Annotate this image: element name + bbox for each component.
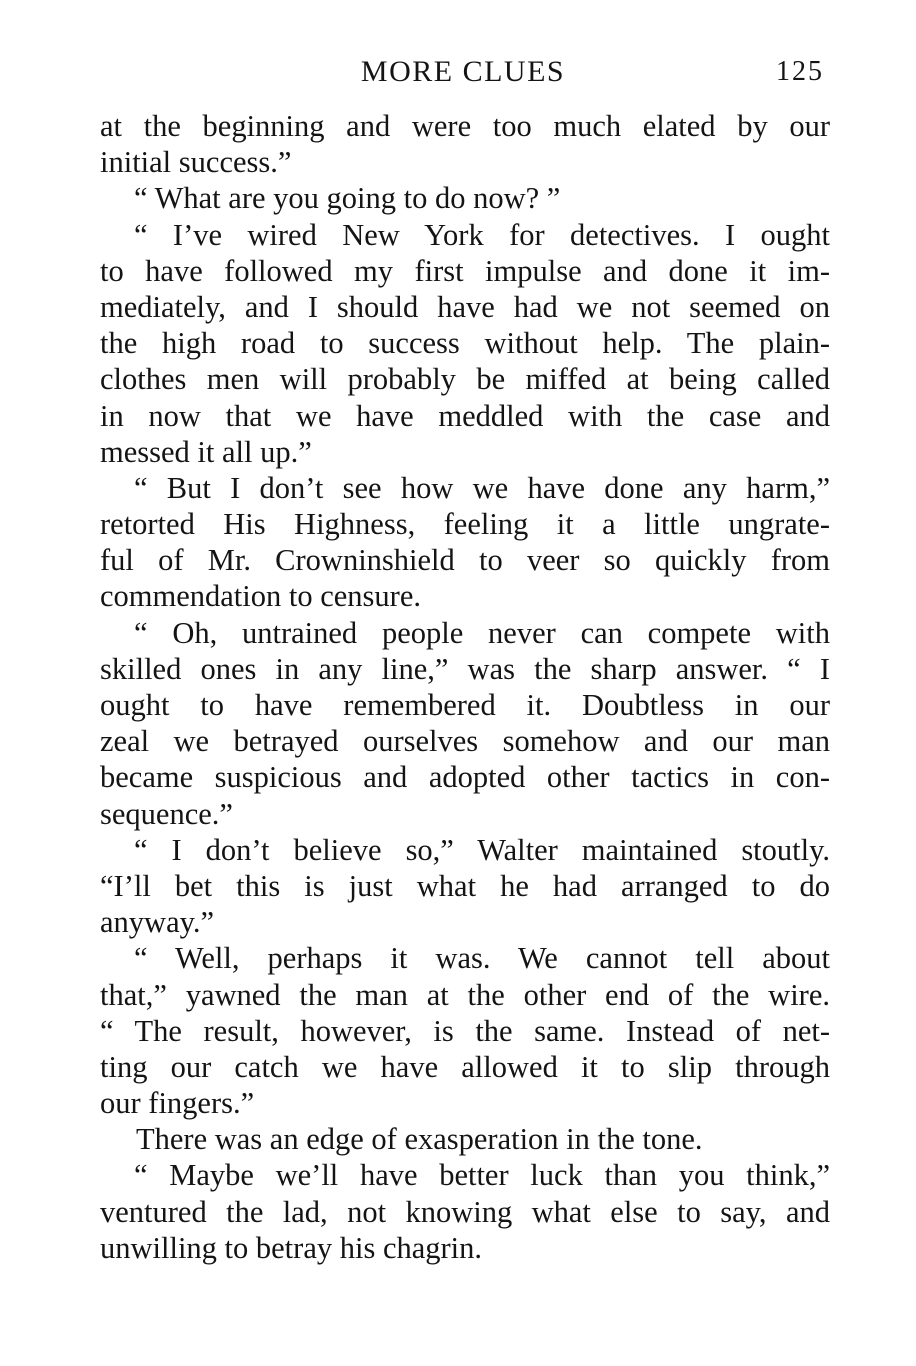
text-line: “I’ll bet this is just what he had arranged to do bbox=[100, 868, 830, 903]
text-line: anyway.” bbox=[100, 905, 215, 940]
text-line: clothes men will probably be miffed at being called bbox=[100, 362, 830, 397]
text-line: ful of Mr. Crowninshield to veer so quickly from bbox=[100, 543, 830, 578]
text-line: at the beginning and were too much elated by our bbox=[100, 109, 830, 143]
text-line: “ Well, perhaps it was. We cannot tell about bbox=[134, 941, 830, 976]
text-line: commendation to censure. bbox=[100, 579, 421, 614]
body-text bbox=[100, 108, 830, 1266]
text-line: initial success.” bbox=[100, 145, 292, 180]
text-line: “ Maybe we’ll have better luck than you think,” bbox=[134, 1158, 830, 1193]
running-head: MORE CLUES bbox=[360, 55, 566, 88]
text-line: the high road to success without help. The plain- bbox=[100, 326, 830, 361]
text-line: became suspicious and adopted other tactics in con- bbox=[100, 760, 830, 795]
text-line: sequence.” bbox=[100, 796, 233, 831]
text-line: ventured the lad, not knowing what else to say, and bbox=[100, 1194, 830, 1229]
text-line: “ I’ve wired New York for detectives. I ought bbox=[134, 217, 830, 252]
text-line: that,” yawned the man at the other end of the wire. bbox=[100, 977, 830, 1012]
text-line: “ But I don’t see how we have done any harm,” bbox=[134, 470, 830, 505]
text-line: mediately, and I should have had we not seemed on bbox=[100, 289, 830, 324]
text-line: “ I don’t believe so,” Walter maintained stoutly. bbox=[134, 832, 830, 867]
text-line: “ What are you going to do now? ” bbox=[134, 181, 561, 216]
text-line: zeal we betrayed ourselves somehow and our man bbox=[100, 724, 830, 759]
page-header bbox=[98, 52, 828, 92]
text-line: There was an edge of exasperation in the tone. bbox=[136, 1122, 703, 1157]
text-line: messed it all up.” bbox=[100, 434, 312, 469]
text-line: our fingers.” bbox=[100, 1086, 255, 1121]
page-number: 125 bbox=[776, 56, 824, 87]
text-line: retorted His Highness, feeling it a little ungrate- bbox=[100, 507, 830, 542]
text-line: skilled ones in any line,” was the sharp answer. “ I bbox=[100, 651, 830, 686]
text-line: to have followed my first impulse and done it im- bbox=[100, 253, 830, 288]
text-line: unwilling to betray his chagrin. bbox=[100, 1230, 483, 1265]
text-line: ought to have remembered it. Doubtless in our bbox=[100, 688, 830, 722]
text-line: ting our catch we have allowed it to slip through bbox=[100, 1049, 830, 1084]
text-line: “ Oh, untrained people never can compete with bbox=[134, 615, 830, 650]
text-line: “ The result, however, is the same. Instead of net- bbox=[100, 1013, 830, 1048]
text-line: in now that we have meddled with the case and bbox=[100, 398, 830, 433]
